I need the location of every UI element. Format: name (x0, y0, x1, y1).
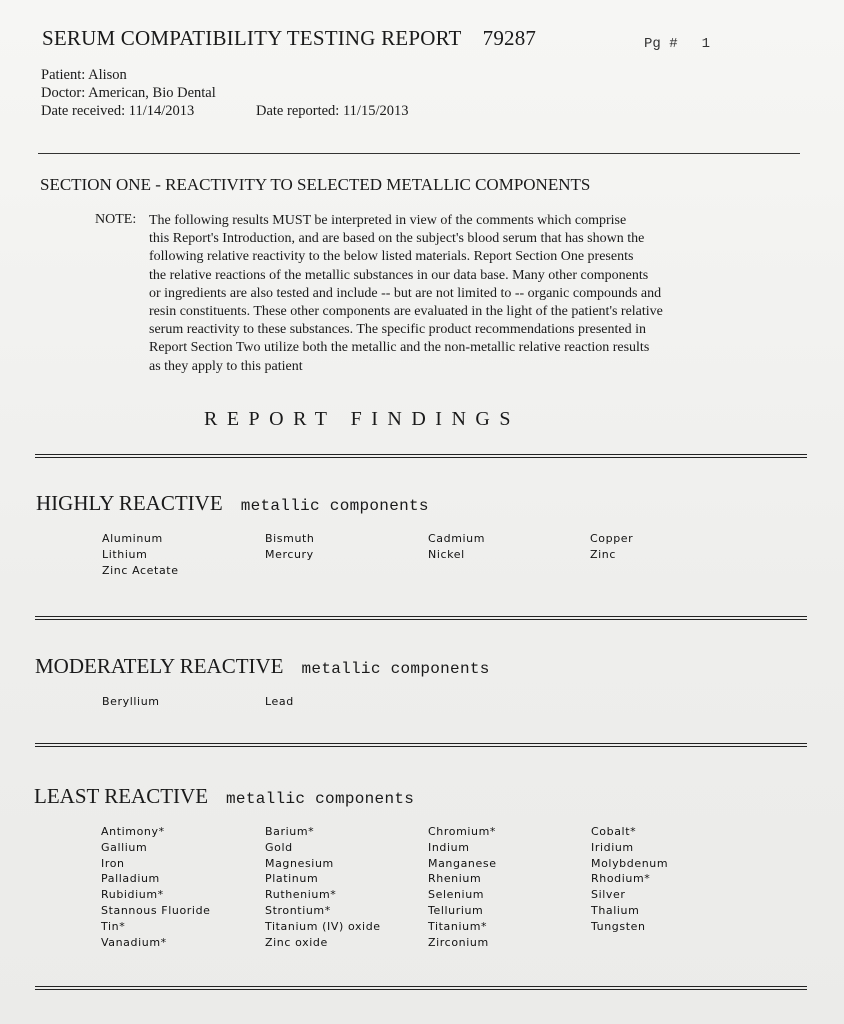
moderately-reactive-header (35, 654, 490, 679)
component-item: Thalium (591, 903, 640, 917)
component-item: Tungsten (591, 919, 646, 933)
component-column (265, 824, 381, 950)
component-item: Barium* (265, 825, 315, 838)
component-item: Zirconium (428, 935, 489, 949)
component-column (101, 824, 211, 950)
header-divider (38, 153, 800, 154)
component-item: Antimony* (101, 825, 165, 838)
component-item: Stannous Fluoride (101, 903, 211, 917)
category-divider (35, 743, 807, 747)
patient-line: Patient: Alison (41, 67, 127, 83)
component-item: Vanadium* (101, 935, 167, 949)
category-subheading: metallic components (301, 660, 490, 678)
component-item: Rhodium* (591, 872, 651, 886)
page-label: Pg # (644, 36, 678, 52)
date-reported: Date reported: 11/15/2013 (256, 103, 409, 119)
note-line: serum reactivity to these substances. The specific product recommendations presented in (149, 322, 646, 338)
report-title (42, 26, 536, 51)
component-item: Strontium* (265, 903, 331, 917)
component-item: Tin* (101, 919, 126, 933)
note-body (149, 212, 749, 376)
note-line: this Report's Introduction, and are based on the subject's blood serum that has shown the (149, 231, 645, 247)
least-reactive-header (34, 784, 414, 809)
component-item: Gallium (101, 840, 148, 854)
component-item: Silver (591, 888, 626, 902)
component-item: Iron (101, 856, 125, 870)
doctor-line: Doctor: American, Bio Dental (41, 85, 216, 101)
category-subheading: metallic components (240, 497, 429, 515)
component-item: Selenium (428, 888, 485, 902)
report-number: 79287 (482, 26, 537, 50)
note-line: Report Section Two utilize both the metallic and the non-metallic relative reaction results (149, 340, 650, 356)
component-column (428, 824, 497, 950)
note-line: The following results MUST be interpreted in view of the comments which comprise (149, 213, 627, 228)
date-received: Date received: 11/14/2013 (41, 103, 195, 119)
note-label: NOTE: (95, 212, 137, 227)
component-item: Magnesium (265, 856, 334, 870)
note-line: resin constituents. These other components are evaluated in the light of the patient's relative (149, 304, 663, 320)
category-heading: MODERATELY REACTIVE (35, 654, 284, 678)
category-divider (35, 986, 807, 990)
component-item: Nickel (428, 547, 465, 561)
component-item: Cobalt* (591, 825, 637, 838)
component-item: Zinc (590, 547, 617, 561)
report-title-text: SERUM COMPATIBILITY TESTING REPORT (42, 26, 462, 50)
component-item: Chromium* (428, 825, 497, 838)
note-line: following relative reactivity to the below listed materials. Report Section One presents (149, 249, 634, 265)
component-item: Lead (265, 695, 294, 708)
component-item: Rubidium* (101, 888, 164, 902)
page-indicator (644, 36, 710, 52)
category-heading: HIGHLY REACTIVE (36, 491, 223, 515)
component-item: Platinum (265, 872, 319, 886)
findings-title: REPORT FINDINGS (204, 408, 520, 430)
component-item: Titanium* (428, 919, 488, 933)
component-column (590, 531, 633, 563)
page-number: 1 (701, 36, 711, 52)
component-column (265, 694, 294, 710)
component-item: Cadmium (428, 532, 486, 545)
component-item: Iridium (591, 840, 634, 854)
note-line: or ingredients are also tested and include -- but are not limited to -- organic compounds and (149, 285, 662, 301)
note-line: as they apply to this patient (149, 358, 303, 374)
category-divider (35, 616, 807, 620)
highly-reactive-header (36, 491, 429, 516)
component-item: Bismuth (265, 532, 315, 545)
section-one-heading: SECTION ONE - REACTIVITY TO SELECTED METALLIC COMPONENTS (40, 175, 591, 194)
category-heading: LEAST REACTIVE (34, 784, 209, 808)
component-item: Lithium (102, 547, 148, 561)
component-item: Beryllium (102, 695, 160, 708)
component-item: Molybdenum (591, 856, 669, 870)
component-column (265, 531, 315, 563)
component-item: Aluminum (102, 532, 163, 545)
component-item: Palladium (101, 872, 160, 886)
component-item: Zinc Acetate (102, 563, 179, 577)
note-line: the relative reactions of the metallic substances in our data base. Many other components (149, 267, 649, 283)
component-item: Titanium (IV) oxide (265, 919, 381, 933)
component-item: Gold (265, 840, 293, 854)
component-item: Rhenium (428, 872, 482, 886)
component-column (102, 531, 179, 578)
component-item: Manganese (428, 856, 497, 870)
component-item: Mercury (265, 547, 314, 561)
component-item: Zinc oxide (265, 935, 328, 949)
category-subheading: metallic components (226, 790, 415, 808)
component-item: Ruthenium* (265, 888, 337, 902)
component-item: Copper (590, 532, 634, 545)
component-column (102, 694, 160, 710)
component-item: Tellurium (428, 903, 484, 917)
findings-divider (35, 454, 807, 458)
component-column (591, 824, 668, 935)
component-column (428, 531, 485, 563)
component-item: Indium (428, 840, 470, 854)
